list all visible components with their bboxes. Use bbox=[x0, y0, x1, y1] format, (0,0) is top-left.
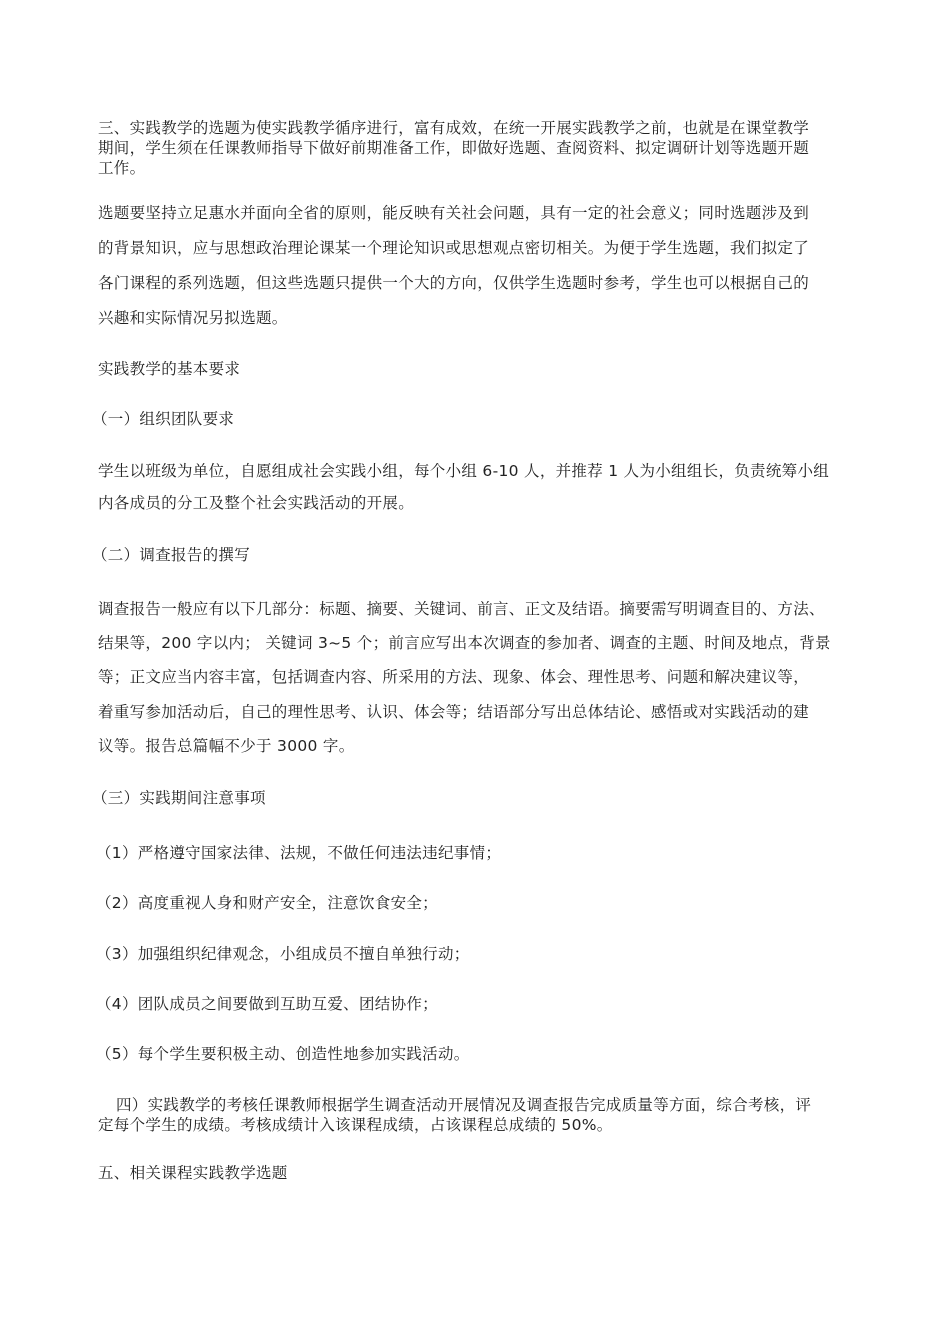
text-line: 选题要坚持立足惠水并面向全省的原则，能反映有关社会问题，具有一定的社会意义；同时选题涉及到 bbox=[98, 204, 810, 222]
basic-requirements-heading: 实践教学的基本要求 bbox=[98, 360, 241, 378]
text-line: 议等。报告总篇幅不少于 3000 字。 bbox=[98, 737, 355, 755]
text-line: 定每个学生的成绩。考核成绩计入该课程成绩，占该课程总成绩的 50%。 bbox=[98, 1116, 613, 1134]
text-line: 学生以班级为单位，自愿组成社会实践小组，每个小组 6-10 人，并推荐 1 人为小组组长，负责统筹小组 bbox=[98, 462, 830, 480]
text-line: 各门课程的系列选题，但这些选题只提供一个大的方向，仅供学生选题时参考，学生也可以根据自己的 bbox=[98, 274, 810, 292]
text-line: 工作。 bbox=[98, 159, 146, 177]
text-line: 着重写参加活动后，自己的理性思考、认识、体会等；结语部分写出总体结论、感悟或对实践活动的建 bbox=[98, 703, 810, 721]
list-item: （3）加强组织纪律观念，小组成员不擅自单独行动； bbox=[96, 945, 470, 963]
text-line: 的背景知识，应与思想政治理论课某一个理论知识或思想观点密切相关。为便于学生选题，我们拟定了 bbox=[98, 239, 810, 257]
part-2-heading: （二）调查报告的撰写 bbox=[92, 546, 251, 564]
list-item: （5）每个学生要积极主动、创造性地参加实践活动。 bbox=[96, 1045, 470, 1063]
text-line: 结果等，200 字以内； 关键词 3~5 个；前言应写出本次调查的参加者、调查的主题、时间及地点，背景 bbox=[98, 634, 831, 652]
text-line: 三、实践教学的选题为使实践教学循序进行，富有成效，在统一开展实践教学之前，也就是在课堂教学 bbox=[98, 119, 810, 137]
list-item: （4）团队成员之间要做到互助互爱、团结协作； bbox=[96, 995, 438, 1013]
text-line: 内各成员的分工及整个社会实践活动的开展。 bbox=[98, 494, 415, 512]
text-line: 调查报告一般应有以下几部分：标题、摘要、关键词、前言、正文及结语。摘要需写明调查目的、方法、 bbox=[98, 600, 825, 618]
list-item: （1）严格遵守国家法律、法规，不做任何违法违纪事情； bbox=[96, 844, 502, 862]
part-3-heading: （三）实践期间注意事项 bbox=[92, 789, 266, 807]
text-line: 兴趣和实际情况另拟选题。 bbox=[98, 309, 288, 327]
text-line: 等；正文应当内容丰富，包括调查内容、所采用的方法、现象、体会、理性思考、问题和解决建议等， bbox=[98, 668, 810, 686]
text-line: 四）实践教学的考核任课教师根据学生调查活动开展情况及调查报告完成质量等方面，综合考核，评 bbox=[116, 1096, 812, 1114]
part-1-heading: （一）组织团队要求 bbox=[92, 410, 235, 428]
section-5-heading: 五、相关课程实践教学选题 bbox=[98, 1164, 288, 1182]
text-line: 期间，学生须在任课教师指导下做好前期准备工作，即做好选题、查阅资料、拟定调研计划等选题开题 bbox=[98, 139, 810, 157]
list-item: （2）高度重视人身和财产安全，注意饮食安全； bbox=[96, 894, 438, 912]
